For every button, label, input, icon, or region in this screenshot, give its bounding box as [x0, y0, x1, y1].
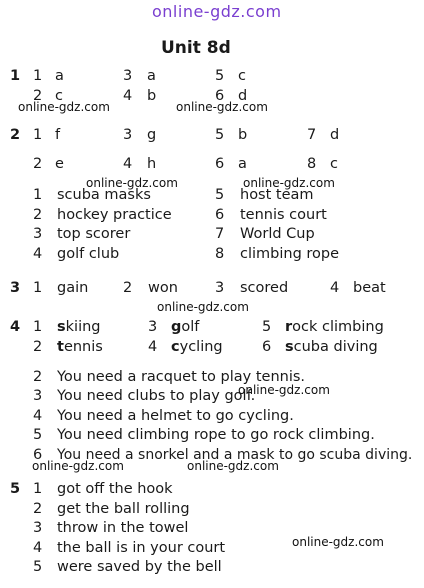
- answer-value: hockey practice: [57, 207, 172, 223]
- answer-value: a: [147, 68, 156, 84]
- highlight-letter: s: [285, 339, 294, 355]
- answer-number: 6: [215, 207, 225, 223]
- answer-number: 4: [33, 246, 43, 262]
- answer-number: 6: [215, 156, 225, 172]
- answer-value: d: [238, 88, 248, 104]
- answer-value: b: [147, 88, 157, 104]
- answer-value: c: [238, 68, 246, 84]
- highlight-letter: t: [57, 339, 64, 355]
- answer-number: 5: [33, 559, 43, 575]
- answer-number: 7: [307, 127, 317, 143]
- answer-number: 2: [33, 339, 43, 355]
- watermark-top: online-gdz.com: [152, 2, 282, 21]
- answer-value: scored: [240, 280, 289, 296]
- answer-value: h: [147, 156, 157, 172]
- answer-value: beat: [353, 280, 386, 296]
- answer-value: the ball is in your court: [57, 540, 226, 556]
- exercise-3-number: 3: [10, 280, 21, 296]
- answer-number: 4: [330, 280, 340, 296]
- watermark: online-gdz.com: [187, 459, 279, 473]
- answer-number: 8: [215, 246, 225, 262]
- word-rest: olf: [181, 319, 200, 335]
- answer-number: 4: [33, 408, 43, 424]
- answer-word: [171, 318, 199, 336]
- answer-number: 5: [262, 319, 272, 335]
- answer-number: 5: [215, 127, 225, 143]
- word-rest: ock climbing: [292, 319, 384, 335]
- answer-value: golf club: [57, 246, 120, 262]
- watermark: online-gdz.com: [238, 383, 330, 397]
- answer-number: 1: [33, 187, 43, 203]
- page-title: Unit 8d: [161, 38, 231, 58]
- answer-value: a: [238, 156, 247, 172]
- answer-sentence: You need clubs to play golf.: [57, 388, 256, 404]
- answer-number: 2: [33, 207, 43, 223]
- answer-number: 2: [33, 156, 43, 172]
- answer-word: [285, 338, 378, 356]
- watermark: online-gdz.com: [292, 535, 384, 549]
- answer-value: b: [238, 127, 248, 143]
- highlight-letter: r: [285, 319, 293, 335]
- answer-number: 6: [215, 88, 225, 104]
- exercise-5-number: 5: [10, 481, 21, 497]
- highlight-letter: g: [171, 319, 182, 335]
- answer-value: were saved by the bell: [57, 559, 222, 575]
- answer-number: 3: [33, 226, 43, 242]
- answer-word: [57, 318, 101, 336]
- answer-number: 3: [148, 319, 158, 335]
- answer-value: top scorer: [57, 226, 131, 242]
- answer-number: 1: [33, 280, 43, 296]
- answer-value: won: [148, 280, 178, 296]
- answer-word: [171, 338, 223, 356]
- word-rest: kiing: [65, 319, 101, 335]
- watermark: online-gdz.com: [86, 176, 178, 190]
- answer-value: g: [147, 127, 157, 143]
- answer-value: c: [330, 156, 338, 172]
- answer-value: host team: [240, 187, 314, 203]
- answer-number: 3: [215, 280, 225, 296]
- answer-number: 6: [262, 339, 272, 355]
- answer-word: [57, 338, 103, 356]
- watermark: online-gdz.com: [176, 100, 268, 114]
- watermark: online-gdz.com: [243, 176, 335, 190]
- answer-sentence: You need climbing rope to go rock climbing.: [57, 427, 375, 443]
- answer-number: 1: [33, 127, 43, 143]
- answer-value: f: [55, 127, 61, 143]
- answer-number: 8: [307, 156, 317, 172]
- exercise-4-number: 4: [10, 319, 21, 335]
- answer-value: World Cup: [240, 226, 315, 242]
- highlight-letter: c: [171, 339, 180, 355]
- answer-value: a: [55, 68, 64, 84]
- answer-value: e: [55, 156, 64, 172]
- answer-number: 4: [123, 156, 133, 172]
- answer-sentence: You need a helmet to go cycling.: [57, 408, 294, 424]
- watermark: online-gdz.com: [157, 300, 249, 314]
- answer-number: 1: [33, 319, 43, 335]
- answer-value: get the ball rolling: [57, 501, 190, 517]
- answer-number: 2: [33, 501, 43, 517]
- answer-value: d: [330, 127, 340, 143]
- answer-value: throw in the towel: [57, 520, 189, 536]
- answer-number: 5: [215, 187, 225, 203]
- answer-number: 6: [33, 447, 43, 463]
- watermark: online-gdz.com: [18, 100, 110, 114]
- answer-number: 4: [33, 540, 43, 556]
- watermark: online-gdz.com: [32, 459, 124, 473]
- highlight-letter: s: [57, 319, 66, 335]
- answer-value: c: [55, 88, 63, 104]
- answer-number: 5: [215, 68, 225, 84]
- answer-number: 2: [33, 369, 43, 385]
- answer-number: 4: [123, 88, 133, 104]
- word-rest: ycling: [179, 339, 223, 355]
- answer-number: 4: [148, 339, 158, 355]
- answer-number: 2: [33, 88, 43, 104]
- answer-value: gain: [57, 280, 89, 296]
- answer-word: [285, 318, 384, 336]
- answer-number: 2: [123, 280, 133, 296]
- answer-number: 5: [33, 427, 43, 443]
- word-rest: cuba diving: [293, 339, 378, 355]
- answer-value: got off the hook: [57, 481, 173, 497]
- answer-number: 3: [123, 127, 133, 143]
- answer-number: 1: [33, 68, 43, 84]
- answer-sentence: You need a snorkel and a mask to go scuba diving.: [57, 447, 413, 463]
- word-rest: ennis: [63, 339, 103, 355]
- answer-value: climbing rope: [240, 246, 340, 262]
- answer-number: 1: [33, 481, 43, 497]
- exercise-1-number: 1: [10, 68, 21, 84]
- answer-number: 3: [123, 68, 133, 84]
- exercise-2-number: 2: [10, 127, 21, 143]
- answer-sentence: You need a racquet to play tennis.: [57, 369, 306, 385]
- answer-value: tennis court: [240, 207, 327, 223]
- answer-value: scuba masks: [57, 187, 151, 203]
- answer-number: 3: [33, 520, 43, 536]
- answer-number: 7: [215, 226, 225, 242]
- answer-number: 3: [33, 388, 43, 404]
